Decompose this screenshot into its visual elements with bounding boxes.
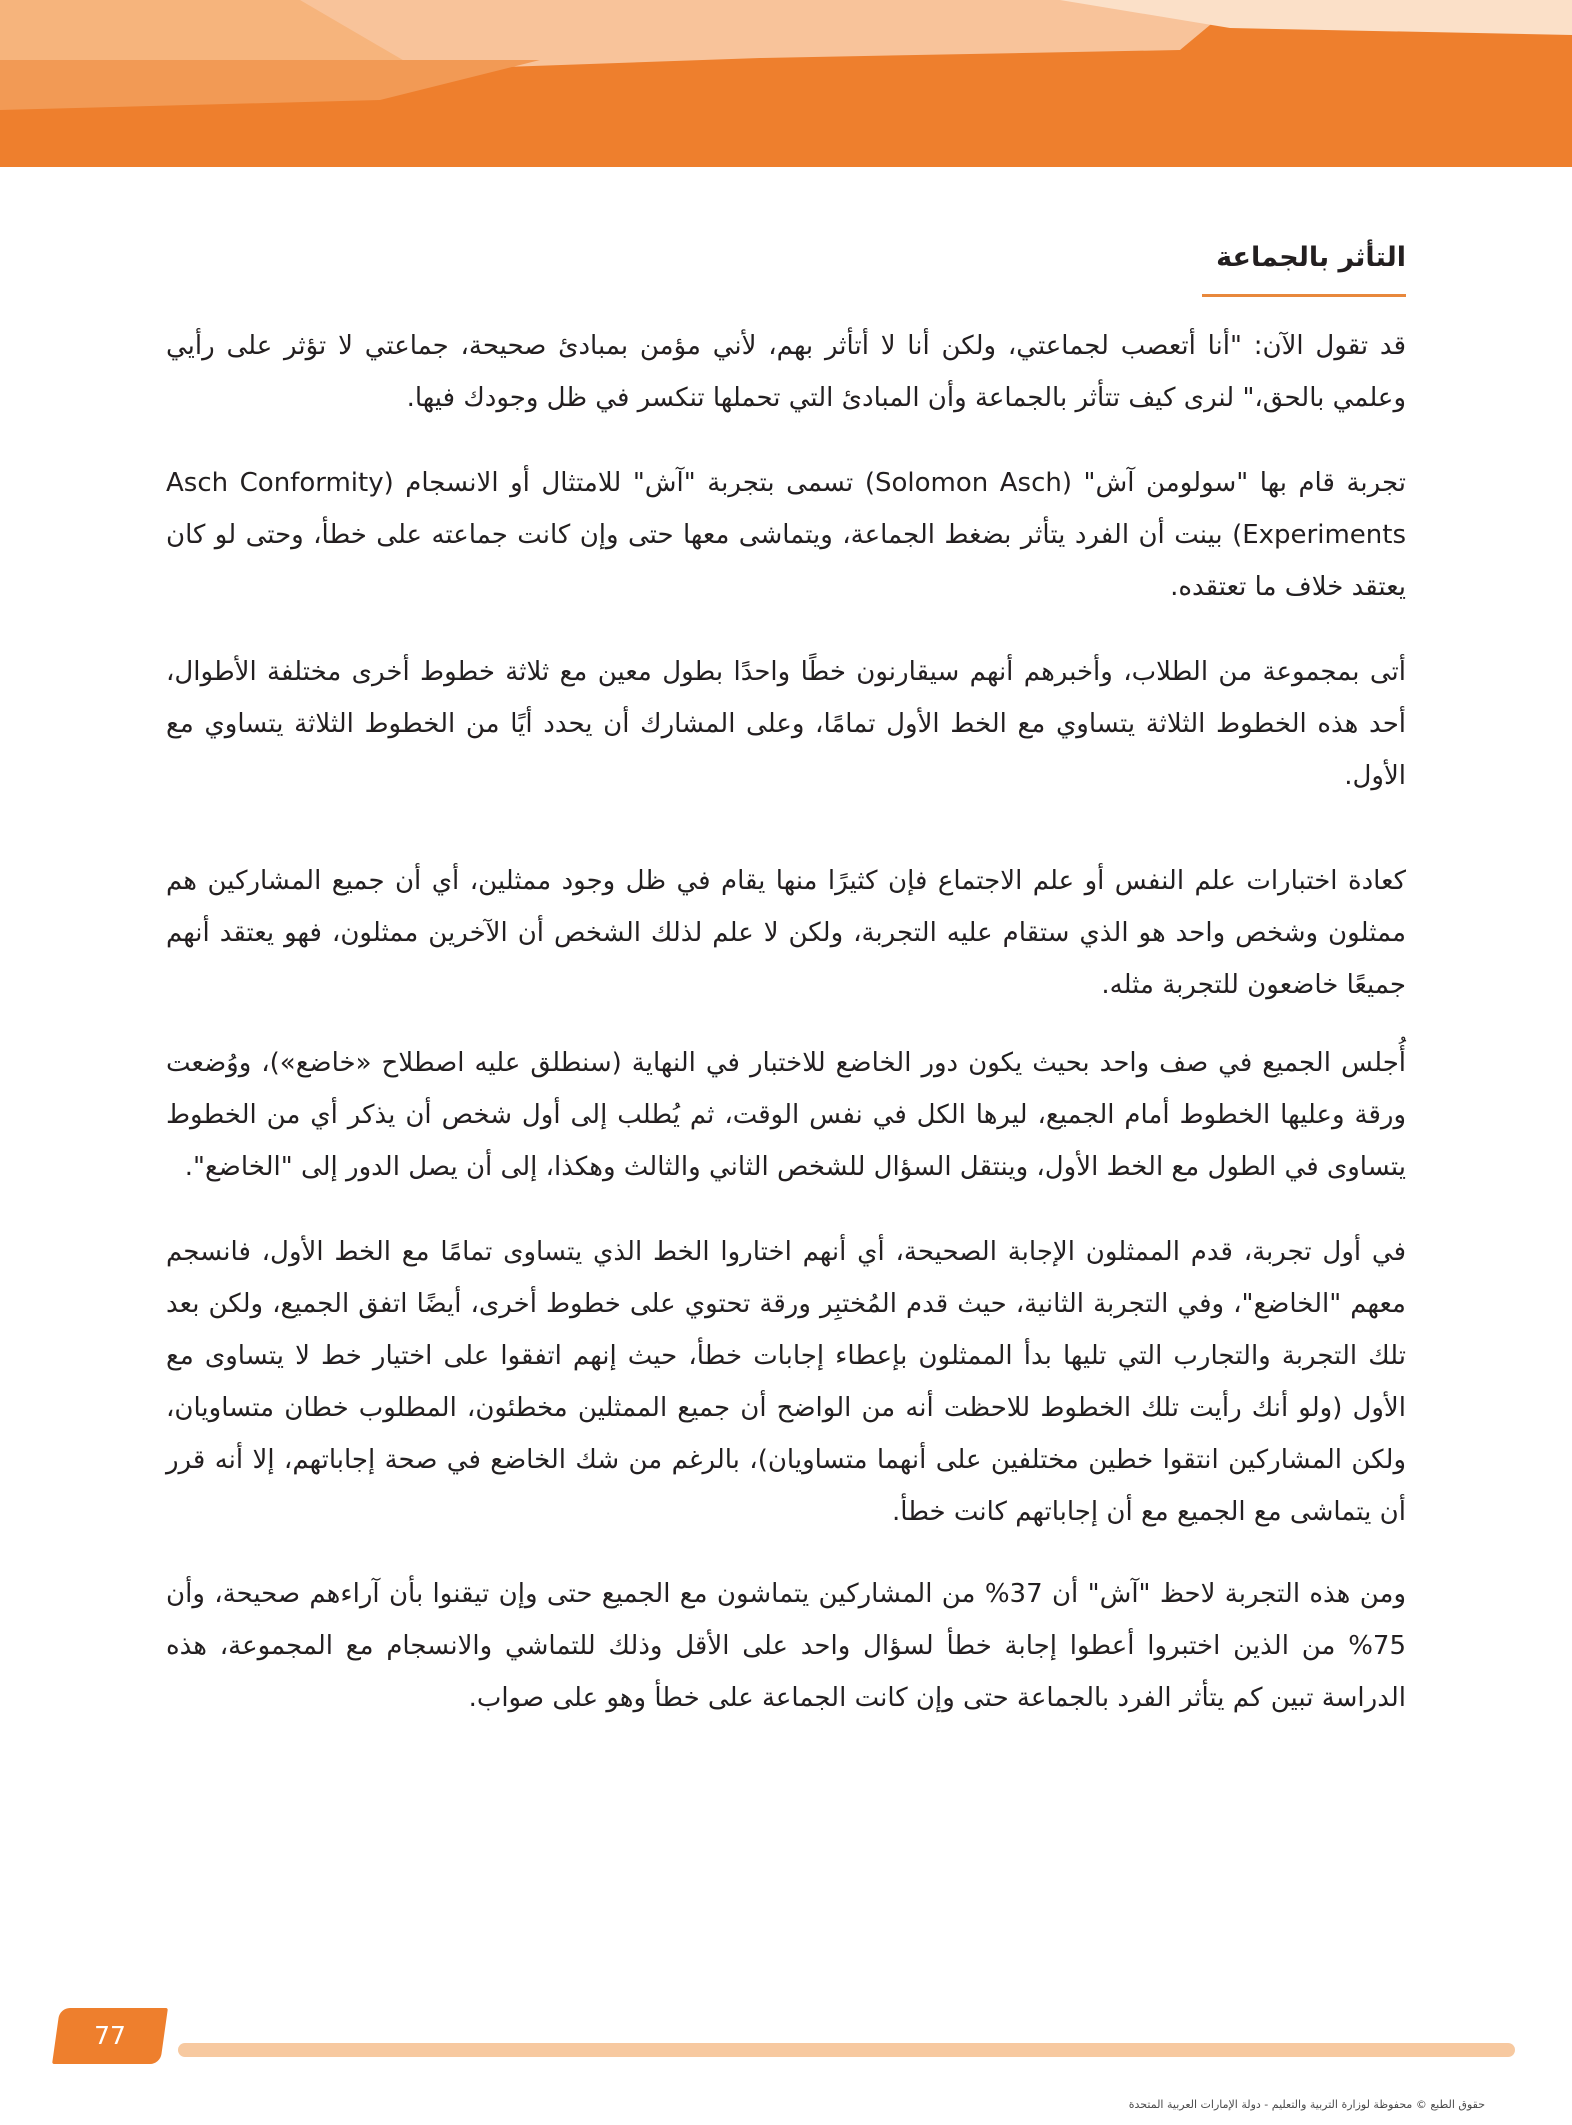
title-underline [1202,294,1406,297]
english-term-solomon-asch: Solomon Asch [874,468,1062,498]
english-term-asch-conformity: Asch Conformity Experiments [166,468,1406,550]
paragraph-2-part-a: تجربة قام بها "سولومن آش" ( [1061,468,1406,498]
paragraph-2-part-c: ) بينت أن الفرد يتأثر بضغط الجماعة، ويتماشى معها حتى وإن كانت جماعته على خطأ، وحتى لو كان يعتقد خلاف ما تعتقده. [166,520,1406,602]
paragraph-4: كعادة اختبارات علم النفس أو علم الاجتماع فإن كثيرًا منها يقام في ظل وجود ممثلين، أي أن جميع المشاركين هم ممثلون وشخص واحد هو الذي ستقام عليه التجربة، ولكن لا علم لذلك الشخص أن الآخرين ممثلون، فهو يعتقد أنهم جميعًا خاضعون للتجربة مثله. [166,866,1406,1000]
footer-bar [178,2043,1515,2057]
paragraph-6: في أول تجربة، قدم الممثلون الإجابة الصحيحة، أي أنهم اختاروا الخط الذي يتساوى تمامًا مع الخط الأول، فانسجم معهم "الخاضع"، وفي التجربة الثانية، حيث قدم المُختبِر ورقة تحتوي على خطوط أخرى، أيضًا اتفق الجميع، ولكن بعد تلك التجربة والتجارب التي تليها بدأ الممثلون بإعطاء إجابات خطأ، حيث إنهم اتفقوا على اختيار خط لا يتساوى مع الأول (ولو أنك رأيت تلك الخطوط للاحظت أنه من الواضح أن جميع الممثلين مخطئون، المطلوب خطان متساويان، ولكن المشاركين انتقوا خطين مختلفين على أنهما متساويان)، بالرغم من شك الخاضع في صحة إجاباتهم، إلا أنه قرر أن يتماشى مع الجميع مع أن إجاباتهم كانت خطأ. [166,1237,1406,1527]
article-body [166,320,1406,1757]
paragraph-3: أتى بمجموعة من الطلاب، وأخبرهم أنهم سيقارنون خطًا واحدًا بطول معين مع ثلاثة خطوط أخرى مختلفة الأطوال، أحد هذه الخطوط الثلاثة يتساوي مع الخط الأول تمامًا، وعلى المشارك أن يحدد أيًا من الخطوط الثلاثة يتساوي مع الأول. [166,657,1406,791]
header-decoration [0,0,1572,167]
paragraph-2-part-b: ) تسمى بتجربة "آش" للامتثال أو الانسجام ( [383,468,875,498]
paragraph-1: قد تقول الآن: "أنا أتعصب لجماعتي، ولكن أنا لا أتأثر بهم، لأني مؤمن بمبادئ صحيحة، جماعتي لا تؤثر على رأيي وعلمي بالحق،" لنرى كيف تتأثر بالجماعة وأن المبادئ التي تحملها تنكسر في ظل وجودك فيها. [166,331,1406,413]
paragraph-2 [166,457,1406,613]
paragraph-7: ومن هذه التجربة لاحظ "آش" أن 37% من المشاركين يتماشون مع الجميع حتى وإن تيقنوا بأن آراءهم صحيحة، وأن 75% من الذين اختبروا أعطوا إجابة خطأ لسؤال واحد على الأقل وذلك للتماشي والانسجام مع المجموعة، هذه الدراسة تبين كم يتأثر الفرد بالجماعة حتى وإن كانت الجماعة على خطأ وهو على صواب. [166,1579,1406,1713]
page-number: 77 [94,2021,126,2050]
copyright-notice: حقوق الطبع © محفوظة لوزارة التربية والتعليم - دولة الإمارات العربية المتحدة [1128,2098,1485,2111]
section-title: التأثر بالجماعة [1216,242,1406,273]
paragraph-5: أُجلس الجميع في صف واحد بحيث يكون دور الخاضع للاختبار في النهاية (سنطلق عليه اصطلاح «خاضع»)، ووُضعت ورقة وعليها الخطوط أمام الجميع، ليرها الكل في نفس الوقت، ثم يُطلب إلى أول شخص أن يذكر أي من الخطوط يتساوى في الطول مع الخط الأول، وينتقل السؤال للشخص الثاني والثالث وهكذا، إلى أن يصل الدور إلى "الخاضع". [166,1048,1406,1182]
